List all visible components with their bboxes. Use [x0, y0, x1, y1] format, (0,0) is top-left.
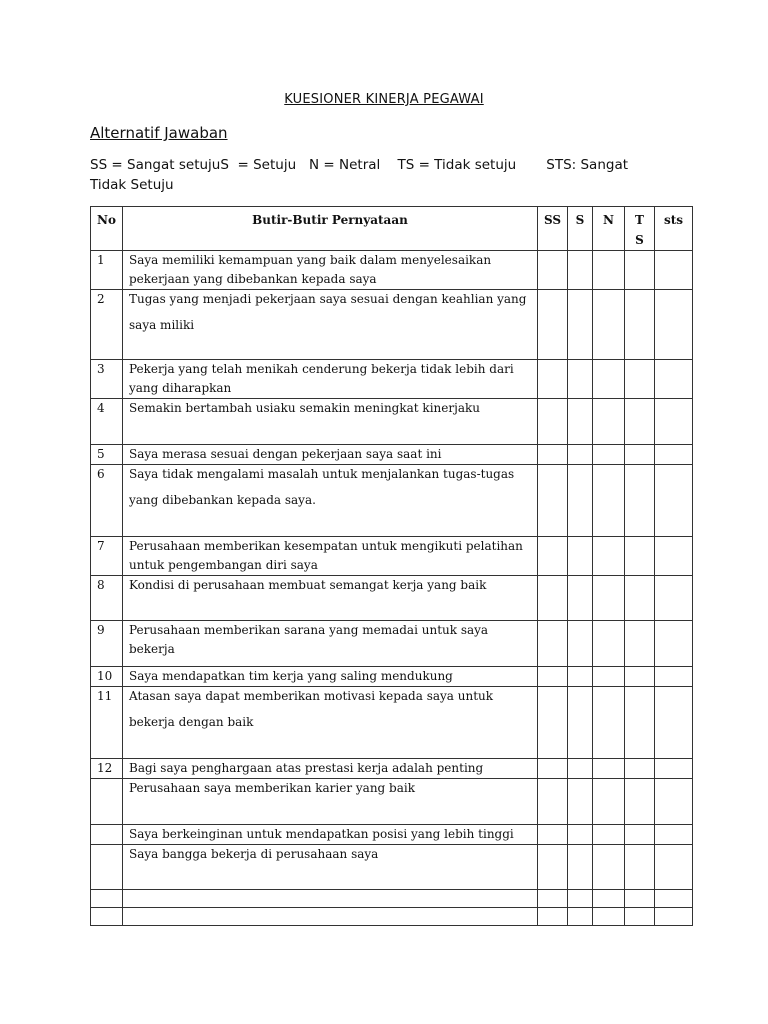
statement-line: Tugas yang menjadi pekerjaan saya sesuai dengan keahlian yang [129, 292, 527, 306]
answer-cell-ts[interactable] [625, 399, 655, 445]
answer-cell-s[interactable] [568, 537, 593, 576]
row-statement [123, 890, 538, 908]
row-number: 1 [91, 251, 123, 290]
table-row [91, 667, 693, 687]
answer-cell-ts[interactable] [625, 290, 655, 360]
questionnaire-table [90, 206, 693, 926]
answer-cell-ss[interactable] [538, 845, 568, 890]
row-statement [123, 845, 538, 890]
answer-cell-ts[interactable] [625, 251, 655, 290]
statement-line: bekerja dengan baik [129, 715, 254, 729]
table-row [91, 251, 693, 290]
answer-cell-ts[interactable] [625, 667, 655, 687]
statement-line: yang dibebankan kepada saya. [129, 493, 316, 507]
answer-legend [90, 155, 690, 195]
answer-cell-sts[interactable] [655, 537, 693, 576]
table-row [91, 687, 693, 759]
answer-cell-ss[interactable] [538, 399, 568, 445]
row-number [91, 779, 123, 825]
statement-line: Pekerja yang telah menikah cenderung bekerja tidak lebih dari [129, 362, 514, 376]
legend-ts: TS = Tidak setuju [397, 157, 517, 173]
row-number: 3 [91, 360, 123, 399]
answer-cell-n[interactable] [593, 537, 625, 576]
row-number: 7 [91, 537, 123, 576]
answer-cell-ss[interactable] [538, 908, 568, 926]
header-s: S [568, 207, 593, 251]
answer-cell-n[interactable] [593, 290, 625, 360]
statement-line: Perusahaan saya memberikan karier yang baik [129, 781, 415, 795]
answer-cell-s[interactable] [568, 687, 593, 759]
legend-sts-cont: Tidak Setuju [90, 177, 174, 193]
row-statement [123, 445, 538, 465]
statement-line: Saya bangga bekerja di perusahaan saya [129, 847, 379, 861]
answer-cell-ss[interactable] [538, 251, 568, 290]
answer-cell-ts[interactable] [625, 360, 655, 399]
row-number: 8 [91, 576, 123, 621]
answer-cell-sts[interactable] [655, 687, 693, 759]
statement-line: saya miliki [129, 318, 195, 332]
table-row [91, 779, 693, 825]
table-row [91, 621, 693, 667]
statement-line: Saya merasa sesuai dengan pekerjaan saya saat ini [129, 447, 442, 461]
answer-cell-n[interactable] [593, 465, 625, 537]
row-number: 6 [91, 465, 123, 537]
answer-cell-ts[interactable] [625, 465, 655, 537]
table-row [91, 890, 693, 908]
answer-cell-sts[interactable] [655, 251, 693, 290]
answer-cell-s[interactable] [568, 576, 593, 621]
answer-cell-sts[interactable] [655, 621, 693, 667]
row-number: 10 [91, 667, 123, 687]
answer-cell-s[interactable] [568, 621, 593, 667]
answer-cell-ss[interactable] [538, 621, 568, 667]
row-statement [123, 251, 538, 290]
statement-line: Perusahaan memberikan sarana yang memadai untuk saya bekerja [129, 623, 489, 656]
header-no: No [91, 207, 123, 251]
header-sts: sts [655, 207, 693, 251]
answer-cell-sts[interactable] [655, 576, 693, 621]
statement-line: Saya mendapatkan tim kerja yang saling mendukung [129, 669, 453, 683]
answer-cell-sts[interactable] [655, 445, 693, 465]
answer-cell-s[interactable] [568, 908, 593, 926]
row-number: 11 [91, 687, 123, 759]
answer-cell-n[interactable] [593, 845, 625, 890]
row-number: 5 [91, 445, 123, 465]
answer-cell-s[interactable] [568, 845, 593, 890]
answer-cell-ss[interactable] [538, 667, 568, 687]
answer-cell-n[interactable] [593, 621, 625, 667]
row-statement [123, 576, 538, 621]
answer-cell-ts[interactable] [625, 890, 655, 908]
statement-line: Bagi saya penghargaan atas prestasi kerja adalah penting [129, 761, 484, 775]
answer-cell-ss[interactable] [538, 687, 568, 759]
statement-line: Kondisi di perusahaan membuat semangat kerja yang baik [129, 578, 487, 592]
legend-sts: STS: Sangat [546, 157, 629, 173]
answer-cell-ss[interactable] [538, 465, 568, 537]
answer-cell-n[interactable] [593, 908, 625, 926]
table-row [91, 445, 693, 465]
answer-cell-sts[interactable] [655, 890, 693, 908]
answer-cell-ss[interactable] [538, 537, 568, 576]
row-statement [123, 759, 538, 779]
answer-cell-ts[interactable] [625, 779, 655, 825]
row-number [91, 890, 123, 908]
answer-cell-sts[interactable] [655, 779, 693, 825]
answer-cell-ss[interactable] [538, 779, 568, 825]
row-number [91, 845, 123, 890]
answer-cell-ss[interactable] [538, 290, 568, 360]
row-statement [123, 360, 538, 399]
answer-cell-ts[interactable] [625, 825, 655, 845]
answer-cell-ss[interactable] [538, 360, 568, 399]
row-statement [123, 908, 538, 926]
table-row [91, 465, 693, 537]
statement-line: pekerjaan yang dibebankan kepada saya [129, 272, 377, 286]
answer-cell-sts[interactable] [655, 908, 693, 926]
table-row [91, 360, 693, 399]
answer-cell-sts[interactable] [655, 667, 693, 687]
row-number: 4 [91, 399, 123, 445]
answer-cell-s[interactable] [568, 890, 593, 908]
table-row [91, 537, 693, 576]
page-title: KUESIONER KINERJA PEGAWAI [284, 92, 484, 107]
answer-cell-ts[interactable] [625, 576, 655, 621]
row-statement [123, 687, 538, 759]
answer-cell-n[interactable] [593, 576, 625, 621]
answer-cell-ss[interactable] [538, 576, 568, 621]
answer-cell-ts[interactable] [625, 445, 655, 465]
statement-line: Atasan saya dapat memberikan motivasi kepada saya untuk [129, 689, 494, 703]
row-statement [123, 621, 538, 667]
table-row [91, 576, 693, 621]
answer-cell-n[interactable] [593, 759, 625, 779]
statement-line: yang diharapkan [129, 381, 232, 395]
statement-line: Saya memiliki kemampuan yang baik dalam menyelesaikan [129, 253, 492, 267]
row-number: 9 [91, 621, 123, 667]
answer-cell-sts[interactable] [655, 825, 693, 845]
answer-cell-s[interactable] [568, 465, 593, 537]
answer-cell-ts[interactable] [625, 908, 655, 926]
answer-cell-s[interactable] [568, 779, 593, 825]
answer-cell-ss[interactable] [538, 445, 568, 465]
answer-cell-n[interactable] [593, 251, 625, 290]
answer-cell-ts[interactable] [625, 621, 655, 667]
answer-cell-n[interactable] [593, 360, 625, 399]
row-statement [123, 825, 538, 845]
answer-cell-ts[interactable] [625, 845, 655, 890]
answer-cell-s[interactable] [568, 290, 593, 360]
row-statement [123, 667, 538, 687]
answer-cell-s[interactable] [568, 445, 593, 465]
answer-cell-ts[interactable] [625, 759, 655, 779]
statement-line: Perusahaan memberikan kesempatan untuk mengikuti pelatihan [129, 539, 523, 553]
answer-cell-ss[interactable] [538, 890, 568, 908]
table-row [91, 290, 693, 360]
answer-cell-sts[interactable] [655, 290, 693, 360]
alternatives-heading: Alternatif Jawaban [90, 124, 228, 142]
answer-cell-sts[interactable] [655, 845, 693, 890]
table-header-row [91, 207, 693, 251]
statement-line: untuk pengembangan diri saya [129, 558, 318, 572]
answer-cell-sts[interactable] [655, 465, 693, 537]
answer-cell-sts[interactable] [655, 759, 693, 779]
answer-cell-s[interactable] [568, 251, 593, 290]
answer-cell-s[interactable] [568, 399, 593, 445]
answer-cell-n[interactable] [593, 399, 625, 445]
answer-cell-s[interactable] [568, 360, 593, 399]
table-row [91, 759, 693, 779]
row-number [91, 908, 123, 926]
answer-cell-n[interactable] [593, 445, 625, 465]
table-row [91, 825, 693, 845]
table-row [91, 908, 693, 926]
answer-cell-s[interactable] [568, 759, 593, 779]
row-statement [123, 537, 538, 576]
row-number: 12 [91, 759, 123, 779]
row-statement [123, 465, 538, 537]
answer-cell-n[interactable] [593, 825, 625, 845]
row-statement [123, 290, 538, 360]
answer-cell-s[interactable] [568, 825, 593, 845]
header-statement: Butir-Butir Pernyataan [123, 207, 538, 251]
table-row [91, 399, 693, 445]
answer-cell-n[interactable] [593, 779, 625, 825]
row-number: 2 [91, 290, 123, 360]
legend-n: N = Netral [309, 157, 381, 173]
answer-cell-ts[interactable] [625, 687, 655, 759]
answer-cell-sts[interactable] [655, 360, 693, 399]
answer-cell-ts[interactable] [625, 537, 655, 576]
answer-cell-sts[interactable] [655, 399, 693, 445]
header-n: N [593, 207, 625, 251]
row-number [91, 825, 123, 845]
answer-cell-n[interactable] [593, 667, 625, 687]
table-row [91, 845, 693, 890]
answer-cell-s[interactable] [568, 667, 593, 687]
row-statement [123, 399, 538, 445]
answer-cell-n[interactable] [593, 687, 625, 759]
answer-cell-ss[interactable] [538, 825, 568, 845]
header-ts: T S [625, 207, 655, 251]
statement-line: Saya berkeinginan untuk mendapatkan posisi yang lebih tinggi [129, 827, 514, 841]
answer-cell-n[interactable] [593, 890, 625, 908]
answer-cell-ss[interactable] [538, 759, 568, 779]
statement-line: Saya tidak mengalami masalah untuk menjalankan tugas-tugas [129, 467, 515, 481]
row-statement [123, 779, 538, 825]
statement-line: Semakin bertambah usiaku semakin meningkat kinerjaku [129, 401, 480, 415]
header-ss: SS [538, 207, 568, 251]
legend-s: S = Setuju [220, 157, 297, 173]
legend-ss: SS = Sangat setuju [90, 157, 221, 173]
